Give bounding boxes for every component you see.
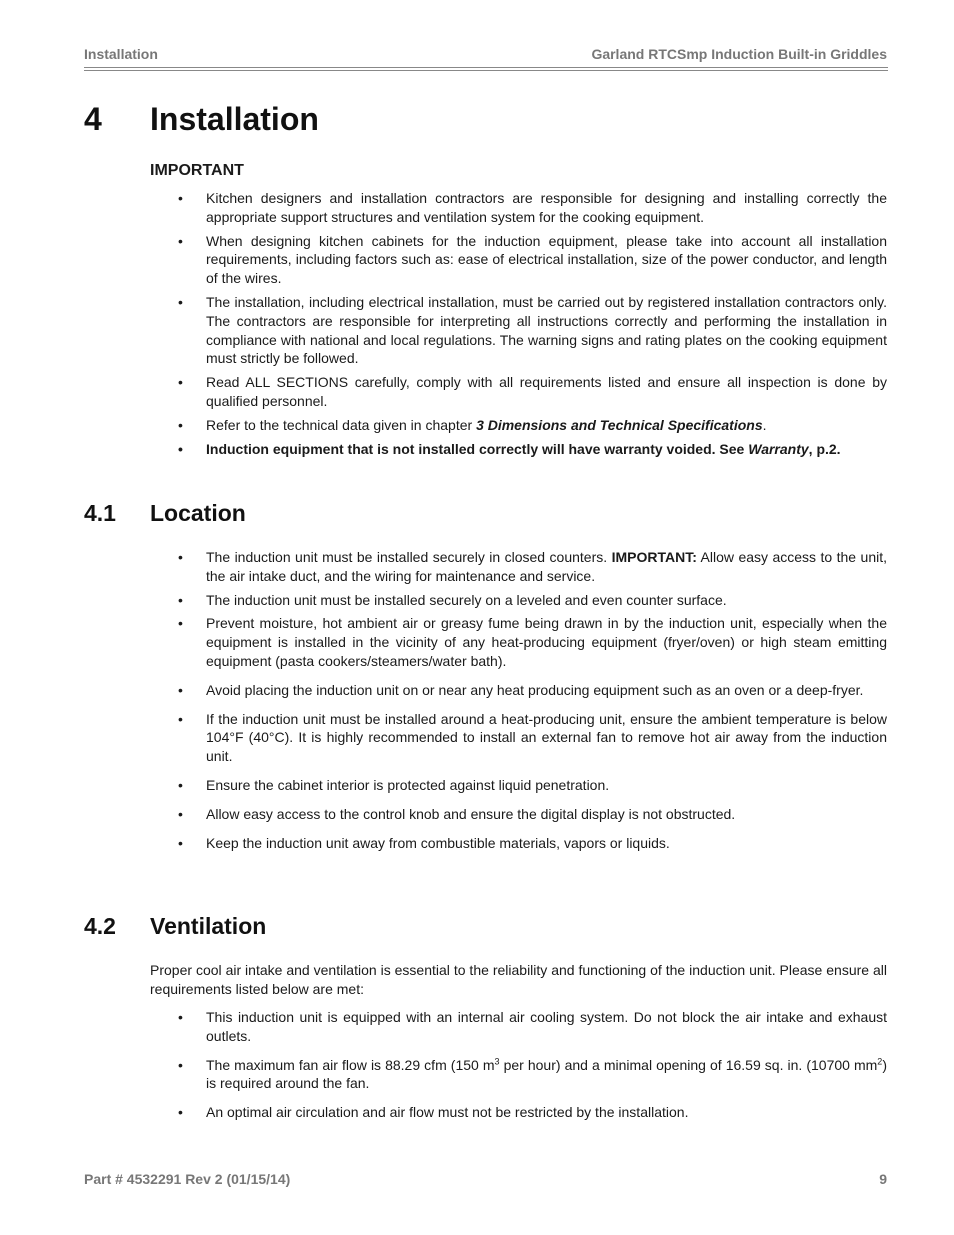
list-item: • An optimal air circulation and air flow must not be restricted by the installation.: [178, 1104, 689, 1121]
list-item: • Read ALL SECTIONS carefully, comply with all requirements listed and ensure all inspection is done by qualified personnel.: [178, 374, 887, 409]
list-item: • Refer to the technical data given in chapter 3 Dimensions and Technical Specifications.: [178, 416, 767, 433]
page-number: 9: [879, 1171, 887, 1187]
section-number: 4.1: [84, 500, 116, 526]
important-list: [150, 189, 887, 458]
list-item: • Avoid placing the induction unit on or near any heat producing equipment such as an oven or a deep-fryer.: [178, 681, 864, 698]
part-number: Part # 4532291 Rev 2 (01/15/14): [84, 1171, 291, 1187]
section-heading-ventilation: [84, 913, 784, 943]
warranty-link[interactable]: Warranty: [748, 440, 809, 457]
chapter-number: 4: [84, 101, 102, 137]
running-header-section: Installation: [84, 46, 158, 62]
section-heading-location: [84, 500, 784, 530]
section-number: 4.2: [84, 913, 116, 939]
running-header-title: Garland RTCSmp Induction Built-in Griddles: [591, 46, 887, 62]
list-item: • Ensure the cabinet interior is protected against liquid penetration.: [178, 776, 610, 793]
list-item: • Prevent moisture, hot ambient air or greasy fume being drawn in by the induction unit, especially when the equipment is installed in the vicinity of any heat-producing equipment (fryer/oven) or high steam emitting equipment (pasta cookers/steamers/water bath).: [178, 615, 887, 669]
header-rule-top: [84, 67, 888, 68]
list-item: • The maximum fan air flow is 88.29 cfm (150 $m^3$ per hour) and a minimal opening of 16.59 sq. in. (10700 $mm^2$) is required around the fan.: [178, 1055, 887, 1092]
list-item: • Keep the induction unit away from combustible materials, vapors or liquids.: [178, 834, 670, 851]
list-item: • When designing kitchen cabinets for the induction equipment, please take into account all installation requirements, including factors such as: ease of electrical installation, size of the power conductor, and length of the wires.: [178, 232, 887, 287]
list-item: • This induction unit is equipped with an internal air cooling system. Do not block the air intake and exhaust outlets.: [178, 1009, 887, 1044]
list-item: • Kitchen designers and installation contractors are responsible for designing and installing correctly the appropriate support structures and ventilation system for the cooking equipment.: [178, 190, 887, 225]
section-title: Location: [150, 500, 246, 526]
header-rule-bottom: [84, 70, 888, 71]
chapter-title: Installation: [150, 101, 319, 137]
list-item: • The induction unit must be installed securely on a leveled and even counter surface.: [178, 591, 727, 608]
list-item: • The installation, including electrical installation, must be carried out by registered installation contractors only. The contractors are responsible for interpreting all instructions correctly and performing the installation in compliance with national and local regulations. The warning signs and rating plates on the cooking equipment must strictly be followed.: [178, 293, 887, 367]
chapter-reference-link[interactable]: 3 Dimensions and Technical Specifications: [476, 416, 763, 433]
location-list: [150, 548, 887, 852]
ventilation-list: [150, 1008, 887, 1122]
ventilation-intro: Proper cool air intake and ventilation is essential to the reliability and functioning of the induction unit. Please ensure all requirements listed below are met:: [150, 962, 887, 997]
warranty-warning: • Induction equipment that is not installed correctly will have warranty voided. See Warranty, p.2.: [178, 440, 841, 457]
section-title: Ventilation: [150, 913, 267, 939]
list-item: • The induction unit must be installed securely in closed counters. IMPORTANT: Allow easy access to the unit, the air intake duct, and the wiring for maintenance and service.: [178, 549, 887, 584]
important-label: IMPORTANT: [150, 162, 244, 179]
list-item: • Allow easy access to the control knob and ensure the digital display is not obstructed.: [178, 805, 736, 822]
list-item: • If the induction unit must be installed around a heat-producing unit, ensure the ambient temperature is below 104°F (40°C). It is highly recommended to install an external fan to remove hot air away from the induction unit.: [178, 710, 887, 765]
